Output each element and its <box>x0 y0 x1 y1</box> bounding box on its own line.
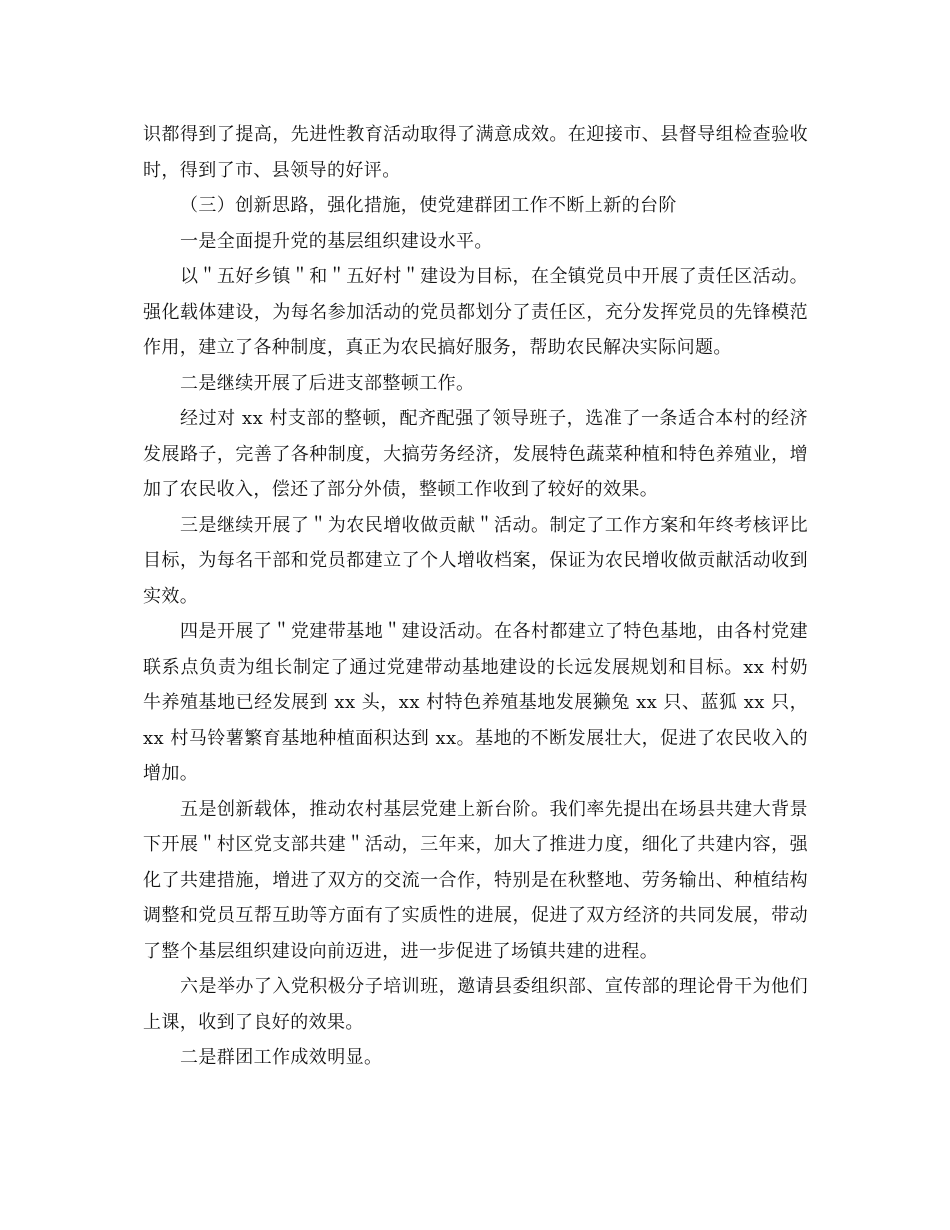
paragraph-point-6: 六是举办了入党积极分子培训班，邀请县委组织部、宣传部的理论骨干为他们上课，收到了良好的效果。 <box>143 976 808 1033</box>
paragraph-point-2-title: 二是继续开展了后进支部整顿工作。 <box>180 372 475 394</box>
paragraph-point-1-body: 以＂五好乡镇＂和＂五好村＂建设为目标，在全镇党员中开展了责任区活动。强化载体建设，为每名参加活动的党员都划分了责任区，充分发挥党员的先锋模范作用，建立了各种制度，真正为农民搞好服务，帮助农民解决实际问题。 <box>143 266 808 358</box>
paragraph-point-1-title: 一是全面提升党的基层组织建设水平。 <box>180 230 493 252</box>
paragraph-continuation: 识都得到了提高，先进性教育活动取得了满意成效。在迎接市、县督导组检查验收时，得到了市、县领导的好评。 <box>143 124 808 181</box>
paragraph-point-5: 五是创新载体，推动农村基层党建上新台阶。我们率先提出在场县共建大背景下开展＂村区党支部共建＂活动，三年来，加大了推进力度，细化了共建内容，强化了共建措施，增进了双方的交流一合作，特别是在秋整地、劳务输出、种植结构调整和党员互帮互助等方面有了实质性的进展，促进了双方经济的共同发展，带动了整个基层组织建设向前迈进，进一步促进了场镇共建的进程。 <box>143 798 808 962</box>
document-body <box>143 117 808 1076</box>
paragraph-point-2-body: 经过对 xx 村支部的整顿，配齐配强了领导班子，选准了一条适合本村的经济发展路子，完善了各种制度，大搞劳务经济，发展特色蔬菜种植和特色养殖业，增加了农民收入，偿还了部分外债，整顿工作收到了较好的效果。 <box>143 408 808 500</box>
paragraph-point-3: 三是继续开展了＂为农民增收做贡献＂活动。制定了工作方案和年终考核评比目标，为每名干部和党员都建立了个人增收档案，保证为农民增收做贡献活动收到实效。 <box>143 514 808 607</box>
paragraph-point-4: 四是开展了＂党建带基地＂建设活动。在各村都建立了特色基地，由各村党建联系点负责为组长制定了通过党建带动基地建设的长远发展规划和目标。xx 村奶牛养殖基地已经发展到 xx 头，xx 村特色养殖基地发展獭兔 xx 只、蓝狐 xx 只，xx 村马铃薯繁育基地种植面积达到 xx。基地的不断发展壮大，促进了农民收入的增加。 <box>143 621 808 784</box>
paragraph-group-work-title: 二是群团工作成效明显。 <box>180 1047 383 1068</box>
section-heading: （三）创新思路，强化措施，使党建群团工作不断上新的台阶 <box>180 195 677 216</box>
